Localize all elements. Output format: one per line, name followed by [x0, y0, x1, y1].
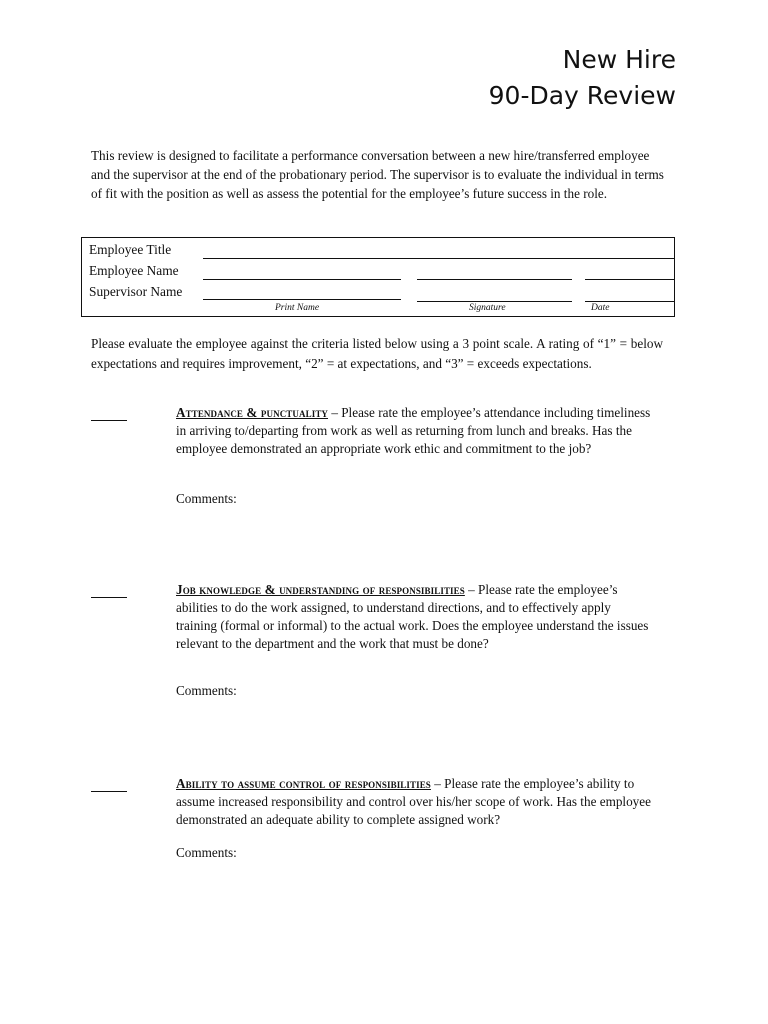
criterion-description: Please rate the employee’s attendance including timeliness in arriving to/departing from work as well as returning from lunch and breaks. Has the employee demonstrated an appropriate work ethic and commitment to the job? [176, 405, 651, 456]
attendance-comments-label: Comments: [176, 491, 237, 506]
date-caption: Date [591, 303, 610, 313]
signature-caption: Signature [469, 303, 506, 313]
job-knowledge-rating-field[interactable] [91, 597, 127, 598]
criterion-attendance [176, 404, 654, 458]
print-name-caption: Print Name [275, 303, 320, 313]
criterion-description: Please rate the employee’s abilities to do the work assigned, to understand directions, and to effectively apply training (formal or informal) to the actual work. Does the employee understand the issues relevant to the department and the work that must be done? [176, 582, 649, 651]
attendance-rating-field[interactable] [91, 420, 127, 421]
employee-signature-field[interactable] [417, 279, 572, 280]
job-knowledge-comments-label: Comments: [176, 683, 237, 698]
rating-scale-instructions: Please evaluate the employee against the criteria listed below using a 3 point scale. A rating of “1” = below expectations and requires improvement, “2” = at expectations, and “3” = exceeds expectations. [91, 336, 663, 371]
supervisor-name-label: Supervisor Name [89, 284, 183, 299]
assume-control-rating-field[interactable] [91, 791, 127, 792]
criterion-separator: – [430, 776, 445, 791]
criterion-title: Job knowledge & understanding of responsibilities [176, 582, 465, 597]
criterion-separator: – [328, 405, 342, 420]
criterion-description: Please rate the employee’s ability to assume increased responsibility and control over his/her scope of work. Has the employee demonstrated an adequate ability to complete assigned work? [176, 776, 651, 827]
criterion-title: Attendance & punctuality [176, 405, 329, 420]
criterion-title: Ability to assume control of responsibilities [176, 776, 431, 791]
document-title-line-2: 90-Day Review [488, 81, 676, 110]
criterion-separator: – [464, 582, 479, 597]
employee-name-print-field[interactable] [203, 279, 401, 280]
assume-control-comments-label: Comments: [176, 845, 237, 860]
employee-title-field[interactable] [203, 258, 674, 259]
supervisor-name-print-field[interactable] [203, 299, 401, 300]
criterion-assume-control [176, 775, 654, 829]
intro-paragraph: This review is designed to facilitate a performance conversation between a new hire/transferred employee and the supervisor at the end of the probationary period. The supervisor is to evaluate the individual in terms of fit with the position as well as assess the potential for the employee’s future success in the role. [91, 148, 664, 201]
employee-info-box [81, 237, 675, 317]
criterion-job-knowledge [176, 581, 654, 653]
employee-date-field[interactable] [585, 279, 674, 280]
document-title-line-1: New Hire [562, 45, 676, 74]
employee-name-label: Employee Name [89, 263, 179, 278]
employee-title-label: Employee Title [89, 242, 172, 257]
